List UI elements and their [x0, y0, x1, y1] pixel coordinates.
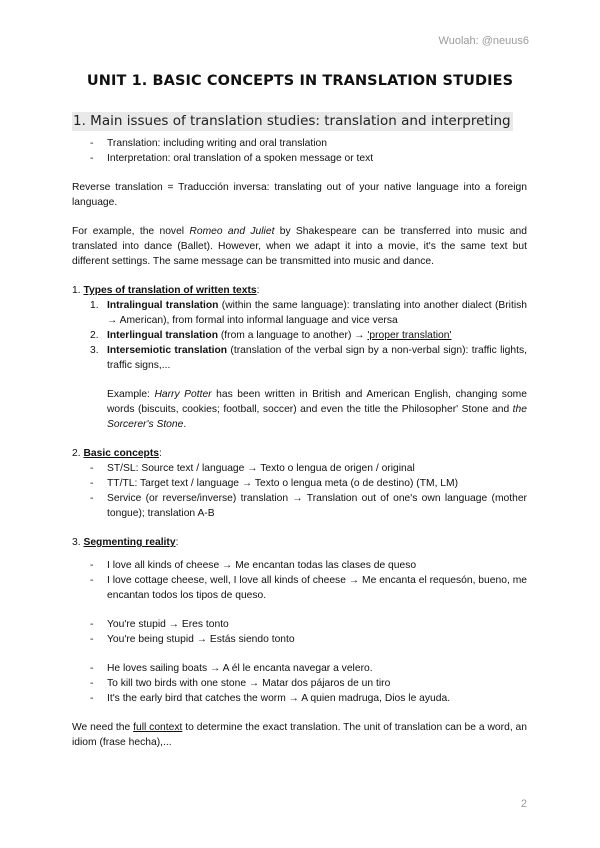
- list-item: - I love all kinds of cheese → Me encantan todas las clases de queso: [90, 558, 527, 573]
- text-span: to determine the exact translation. The unit of translation can be a word, an idiom (frase hecha),...: [72, 722, 528, 748]
- heading-number: 3.: [72, 537, 84, 548]
- list-item: - He loves sailing boats → A él le encanta navegar a velero.: [90, 661, 527, 676]
- heading-colon: :: [256, 285, 260, 296]
- cheese-examples-list: [72, 558, 527, 603]
- heading-text: Types of translation of written texts: [83, 285, 257, 296]
- list-number: 3.: [90, 345, 99, 356]
- list-item: - Interpretation: oral translation of a spoken message or text: [90, 151, 527, 166]
- list-item: [90, 328, 527, 343]
- work-title: Romeo and Juliet: [189, 226, 275, 237]
- text-span: .: [183, 419, 187, 430]
- stupid-examples-list: [72, 617, 527, 647]
- list-number: 2.: [90, 330, 99, 341]
- page-title: UNIT 1. BASIC CONCEPTS IN TRANSLATION STUDIES: [86, 73, 514, 89]
- example-paragraph: [72, 224, 527, 269]
- definition: (from a language to another) →: [218, 330, 368, 341]
- reverse-translation-paragraph: Reverse translation = Traducción inversa: translating out of your native language into a foreign language.: [72, 182, 527, 208]
- harry-potter-example: [72, 387, 527, 432]
- work-title: Harry Potter: [154, 389, 212, 400]
- heading-text: Segmenting reality: [83, 537, 176, 548]
- text-span: Example:: [107, 389, 155, 400]
- heading-colon: :: [175, 537, 179, 548]
- text-span: by Shakespeare can be transferred into music and translated into dance (Ballet). However, when we adapt it into a movie, it's the same text but different settings. The same message can be transmitted into music and dance.: [72, 226, 527, 267]
- basic-concepts-list: [72, 461, 527, 521]
- definition: (within the same language): translating into another dialect (British → American), from formal into informal language and vice versa: [107, 300, 527, 326]
- list-item: - It's the early bird that catches the worm → A quien madruga, Dios le ayuda.: [90, 691, 527, 706]
- watermark: Wuolah: @neuus6: [438, 35, 529, 47]
- list-item: - Service (or reverse/inverse) translation → Translation out of one's own language (mother tongue); translation A-B: [90, 491, 527, 521]
- list-item: - To kill two birds with one stone → Matar dos pájaros de un tiro: [90, 676, 527, 691]
- basic-concepts-heading: [72, 446, 527, 461]
- idiom-examples-list: [72, 661, 527, 706]
- proper-translation-link[interactable]: 'proper translation': [367, 330, 452, 341]
- list-item: - You're being stupid → Estás siendo tonto: [90, 632, 527, 647]
- types-list: [72, 298, 527, 373]
- heading-text: Basic concepts: [83, 448, 159, 459]
- definition: (translation of the verbal sign by a non-verbal sign): traffic lights, traffic signs,...: [107, 345, 527, 371]
- page-number: 2: [520, 798, 527, 810]
- list-item: [90, 298, 527, 328]
- term: Interlingual translation: [107, 330, 218, 341]
- text-span: We need the: [72, 722, 134, 733]
- term: Intersemiotic translation: [107, 345, 228, 356]
- section-heading: 1. Main issues of translation studies: translation and interpreting: [73, 113, 511, 129]
- translation-definitions-list: [72, 136, 527, 166]
- term: Intralingual translation: [107, 300, 219, 311]
- document-body: [72, 136, 527, 750]
- segmenting-heading: [72, 535, 527, 550]
- full-context-link[interactable]: full context: [133, 722, 183, 733]
- list-item: [90, 343, 527, 373]
- conclusion-paragraph: [72, 720, 527, 750]
- list-item: - TT/TL: Target text / language → Texto o lengua meta (o de destino) (TM, LM): [90, 476, 527, 491]
- text-span: has been written in British and American English, changing some words (biscuits, cookies; football, soccer) and even the title the Philosopher' Stone and: [107, 389, 527, 415]
- types-heading: [72, 283, 527, 298]
- heading-number: 2.: [72, 448, 84, 459]
- text-span: For example, the novel: [72, 226, 190, 237]
- work-title: the Sorcerer's Stone: [107, 404, 527, 430]
- heading-colon: :: [159, 448, 162, 459]
- list-item: - Translation: including writing and oral translation: [90, 136, 527, 151]
- list-item: - ST/SL: Source text / language → Texto o lengua de origen / original: [90, 461, 527, 476]
- list-item: - I love cottage cheese, well, I love all kinds of cheese → Me encanta el requesón, bueno, me encantan todos los tipos de queso.: [90, 573, 527, 603]
- list-number: 1.: [90, 300, 99, 311]
- heading-number: 1.: [72, 285, 84, 296]
- list-item: - You're stupid → Eres tonto: [90, 617, 527, 632]
